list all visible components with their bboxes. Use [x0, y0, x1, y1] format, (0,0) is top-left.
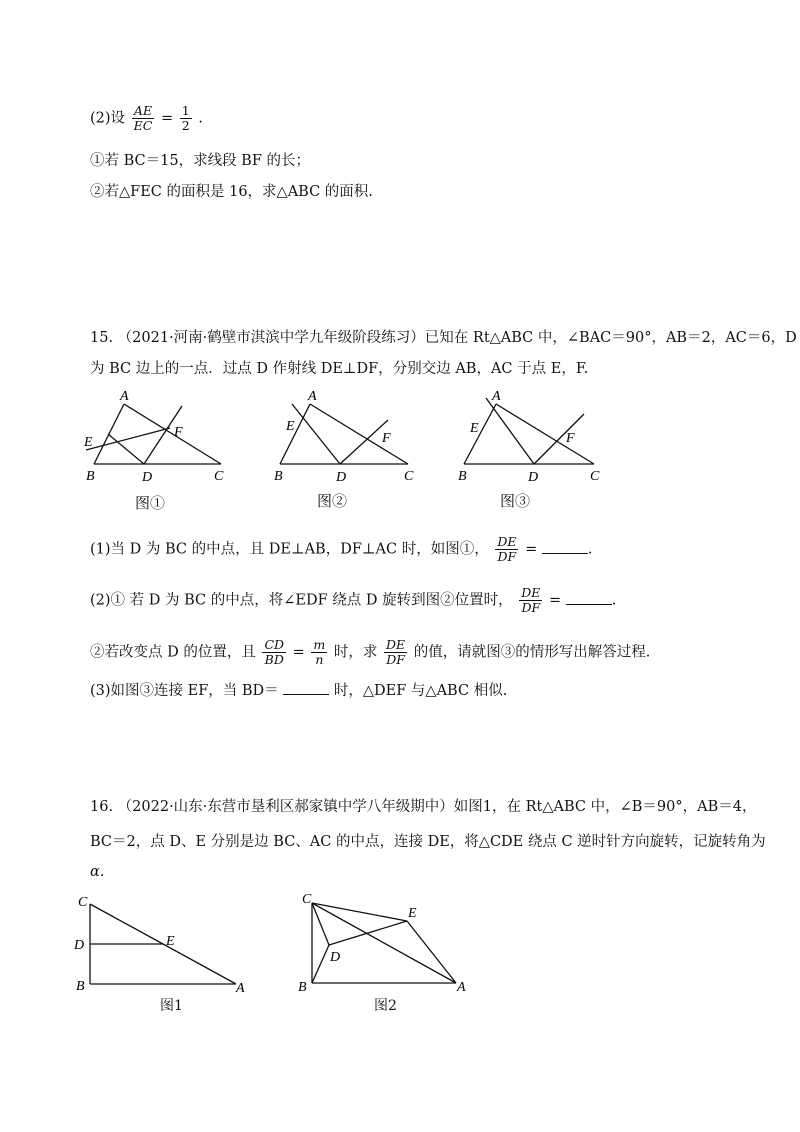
q15-fig2-ray-de	[292, 404, 340, 464]
q14-part2-line	[90, 104, 203, 133]
q15-fig3-label-c: C	[590, 469, 600, 484]
q15-fig3-side-ac	[496, 404, 594, 464]
q16-fig2-label-c: C	[302, 892, 312, 907]
q16-figure-2-caption: 图2	[374, 998, 397, 1014]
q15-part1-answer-blank	[542, 539, 588, 554]
q14-ratio-num: AE	[132, 104, 155, 119]
q15-part1-fraction	[495, 535, 518, 564]
q15-fig2-side-ab	[280, 404, 310, 464]
q15-fig1-label-e: E	[84, 435, 93, 450]
q15-fig3-ray-de	[486, 398, 534, 464]
q15-part2-line: (2)① 若 D 为 BC 的中点，将∠EDF 绕点 D 旋转到图②位置时， $\frac{DE}{DF}$ = .	[90, 585, 617, 615]
q15-part4-lead: (3)如图③连接 EF，当 BD＝	[90, 683, 279, 699]
q15-fig2-label-a: A	[308, 389, 317, 404]
q16-fig1-label-e: E	[166, 934, 175, 949]
q15-part3-num3: DE	[386, 637, 406, 652]
q15-fig2-label-d: D	[336, 470, 347, 485]
q15-part3-den3: DF	[386, 652, 405, 667]
q16-fig2-label-e: E	[408, 906, 417, 921]
q15-figure-1	[80, 388, 245, 492]
q15-fig1-label-b: B	[86, 469, 95, 484]
q15-part3-mid: 时，求	[333, 644, 378, 661]
q15-part2-answer-blank	[566, 590, 612, 605]
q15-part3-fraction-3	[384, 638, 407, 667]
q15-fig2-label-c: C	[404, 469, 414, 484]
q15-fig1-ray-de	[86, 428, 170, 450]
q15-fig1-label-f: F	[174, 425, 183, 440]
q15-fig2-side-ac	[310, 404, 408, 464]
q16-fig1-label-c: C	[78, 895, 88, 910]
q15-part2-text: (2)① 若 D 为 BC 的中点，将∠EDF 绕点 D 旋转到图②位置时，	[90, 592, 513, 609]
q15-fig3-ray-df	[534, 414, 584, 464]
q16-line3: α.	[90, 864, 105, 880]
q16-figure-2	[290, 885, 480, 1004]
q15-part1-num: DE	[497, 534, 517, 549]
q15-fig3-label-f: F	[566, 431, 575, 446]
q15-fig3-side-ab	[464, 404, 496, 464]
q15-fig2-label-e: E	[286, 419, 295, 434]
q15-part3-fraction-2	[311, 638, 327, 667]
q15-part2-eq: =	[548, 592, 562, 609]
q15-fig1-label-a: A	[120, 389, 129, 404]
q15-figure-3-caption: 图③	[500, 492, 531, 510]
q14-value-den: 2	[181, 118, 190, 133]
q14-value-fraction	[180, 104, 192, 133]
q16-figure-2-svg	[290, 885, 480, 1000]
q15-fig3-label-d: D	[528, 470, 539, 485]
q14-part2-lead: (2)设	[90, 110, 126, 127]
q14-ratio-den: EC	[133, 118, 153, 133]
q15-figure-2-caption: 图②	[317, 492, 348, 510]
q16-fig2-label-d: D	[330, 950, 341, 965]
q16-figure-1-svg	[70, 890, 260, 1000]
q15-figure-3-svg	[452, 388, 617, 488]
q15-part3-den2: n	[315, 652, 324, 667]
q16-figure-1-caption: 图1	[160, 998, 183, 1014]
q15-part3-eq: =	[292, 644, 305, 661]
q15-fig3-label-b: B	[458, 469, 467, 484]
q15-part1-text: (1)当 D 为 BC 的中点，且 DE⊥AB，DF⊥AC 时，如图①，	[90, 541, 489, 558]
q14-part2-end: .	[198, 110, 203, 127]
q15-part3-lead: ②若改变点 D 的位置，且	[90, 644, 256, 661]
q16-fig2-segment-cd	[312, 903, 329, 945]
q14-sub2: ②若△FEC 的面积是 16，求△ABC 的面积.	[90, 184, 373, 200]
q16-line1: 16. （2022·山东·东营市垦利区郝家镇中学八年级期中）如图1，在 Rt△ABC 中，∠B＝90°，AB＝4，	[90, 799, 757, 815]
q15-fig3-label-e: E	[470, 421, 479, 436]
q15-fig2-label-f: F	[382, 431, 391, 446]
q14-ratio-eq: =	[160, 110, 174, 127]
q14-sub1: ①若 BC＝15，求线段 BF 的长；	[90, 153, 311, 169]
q15-fig1-segment-de	[108, 434, 144, 464]
q15-fig2-label-b: B	[274, 469, 283, 484]
q15-part2-den: DF	[521, 600, 541, 615]
q15-part3-tail: 的值，请就图③的情形写出解答过程.	[413, 644, 651, 661]
q15-part4-tail: 时，△DEF 与△ABC 相似.	[333, 683, 508, 699]
q14-ratio-fraction	[132, 104, 155, 133]
q15-part4-answer-blank	[283, 680, 329, 695]
q16-fig1-label-b: B	[76, 979, 85, 994]
q14-value-num: 1	[181, 103, 190, 118]
q16-fig2-label-b: B	[298, 980, 307, 995]
q15-line1: 15. （2021·河南·鹤壁市淇滨中学九年级阶段练习）已知在 Rt△ABC 中，∠BAC＝90°，AB＝2，AC＝6，D	[90, 330, 797, 346]
q16-line2: BC＝2，点 D、E 分别是边 BC、AC 的中点，连接 DE，将△CDE 绕点 C 逆时针方向旋转，记旋转角为	[90, 834, 766, 850]
q15-figure-1-caption: 图①	[135, 494, 166, 512]
q16-fig1-label-d: D	[74, 938, 85, 953]
q16-fig2-segment-ce	[312, 903, 407, 921]
q15-figure-2-svg	[268, 388, 428, 488]
q15-part3-num2: m	[313, 637, 326, 652]
q15-part3-line	[90, 638, 650, 667]
q15-line2: 为 BC 边上的一点．过点 D 作射线 DE⊥DF，分别交边 AB，AC 于点 E，F.	[90, 361, 589, 377]
q15-fig1-label-d: D	[142, 470, 153, 485]
q16-fig2-label-a: A	[457, 980, 466, 995]
q15-figure-3	[452, 388, 617, 492]
q15-fig1-label-c: C	[214, 469, 224, 484]
q15-fig3-label-a: A	[492, 389, 501, 404]
q16-fig1-label-a: A	[236, 981, 245, 996]
q15-part2-num: DE	[521, 585, 541, 600]
q16-fig2-segment-bd	[312, 945, 329, 983]
q15-part3-fraction-1	[262, 638, 286, 667]
q15-part1-den: DF	[497, 549, 517, 564]
q15-part4-line	[90, 680, 507, 701]
q16-figure-1	[70, 890, 260, 1004]
q16-fig2-segment-ea	[407, 921, 456, 983]
q15-part3-num1: CD	[264, 637, 285, 652]
q15-fig1-side-ac	[124, 404, 221, 464]
q15-part1-eq: =	[525, 541, 538, 558]
q15-part1-line: (1)当 D 为 BC 的中点，且 DE⊥AB，DF⊥AC 时，如图①， $\frac{DE}{DF}$ = .	[90, 534, 593, 564]
q15-part3-den1: BD	[264, 652, 284, 667]
q16-fig2-segment-de	[329, 921, 407, 945]
q15-figure-1-svg	[80, 388, 245, 488]
q15-part2-fraction	[519, 586, 542, 615]
q15-figure-2	[268, 388, 428, 492]
